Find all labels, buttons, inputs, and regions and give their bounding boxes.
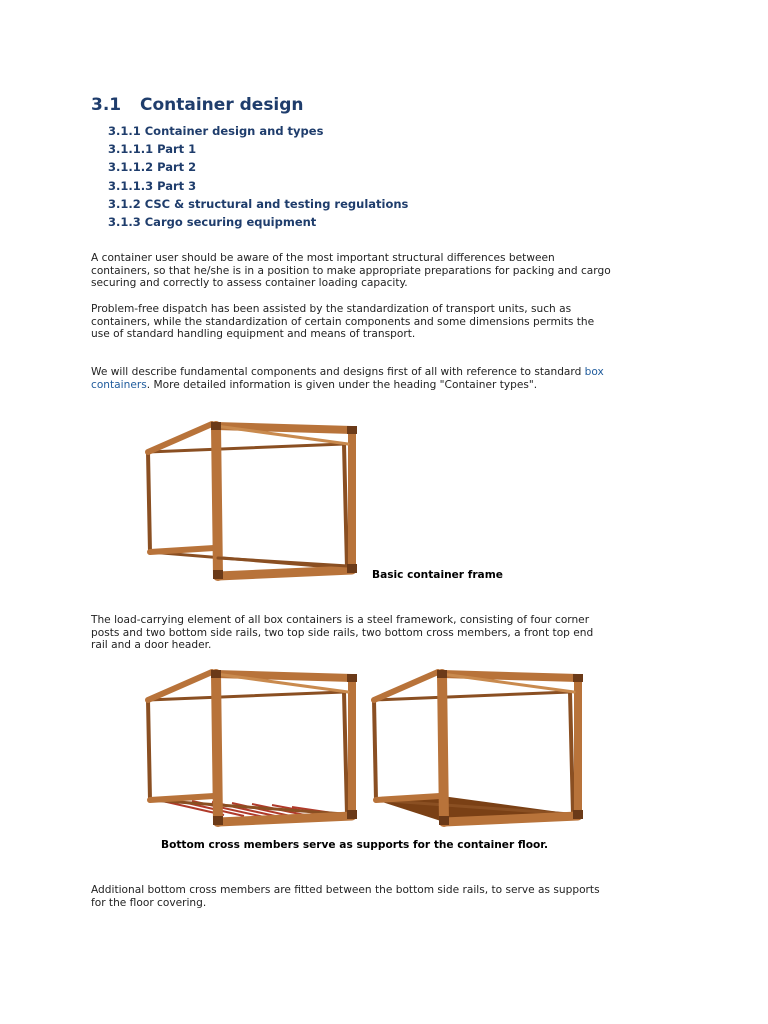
toc-link-part-3[interactable]: 3.1.1.3 Part 3 <box>108 178 197 193</box>
page-title <box>91 95 304 115</box>
container-frame-cross-members-drawing <box>144 668 360 830</box>
frame-with-cross-members-image <box>144 668 360 830</box>
frame-with-floor-image <box>370 668 586 830</box>
toc-link-csc-regulations[interactable]: 3.1.2 CSC & structural and testing regulations <box>108 196 409 211</box>
paragraph-text: . More detailed information is given under the heading "Container types". <box>146 378 538 391</box>
paragraph-structural-differences: A container user should be aware of the most important structural differences between containers, so that he/she is in a position to make appropriate preparations for packing and cargo securing and correctly to assess container loading capacity. <box>91 252 611 290</box>
container-frame-floor-drawing <box>370 668 586 830</box>
toc-item <box>108 140 408 158</box>
paragraph-additional-cross-members: Additional bottom cross members are fitted between the bottom side rails, to serve as supports for the floor covering. <box>91 884 600 909</box>
paragraph-standardization: Problem-free dispatch has been assisted by the standardization of transport units, such as containers, while the standardization of certain components and some dimensions permits the use of standard handling equipment and means of transport. <box>91 303 595 341</box>
toc-item <box>108 122 408 140</box>
container-frame-drawing <box>144 420 360 584</box>
caption-basic-container-frame: Basic container frame <box>372 569 503 581</box>
table-of-contents <box>108 122 408 231</box>
link-box-containers[interactable]: box containers <box>91 366 604 391</box>
paragraph-fundamental-components <box>91 366 611 391</box>
toc-item <box>108 195 408 213</box>
toc-link-container-design-and-types[interactable]: 3.1.1 Container design and types <box>108 124 324 138</box>
toc-link-part-2[interactable]: 3.1.1.2 Part 2 <box>108 160 197 175</box>
toc-item <box>108 158 408 176</box>
caption-bottom-cross-members: Bottom cross members serve as supports for the container floor. <box>161 839 549 851</box>
section-title: Container design <box>140 95 304 116</box>
toc-item <box>108 177 408 195</box>
paragraph-steel-framework: The load-carrying element of all box containers is a steel framework, consisting of four corner posts and two bottom side rails, two top side rails, two bottom cross members, a front top end rail and a door header. <box>91 614 594 652</box>
toc-link-part-1[interactable]: 3.1.1.1 Part 1 <box>108 142 197 157</box>
section-number: 3.1 <box>91 95 122 116</box>
toc-link-cargo-securing-equipment[interactable]: 3.1.3 Cargo securing equipment <box>108 214 317 229</box>
paragraph-text: We will describe fundamental components and designs first of all with reference to standard <box>91 366 585 378</box>
basic-container-frame-image <box>144 420 360 584</box>
toc-item <box>108 213 408 231</box>
